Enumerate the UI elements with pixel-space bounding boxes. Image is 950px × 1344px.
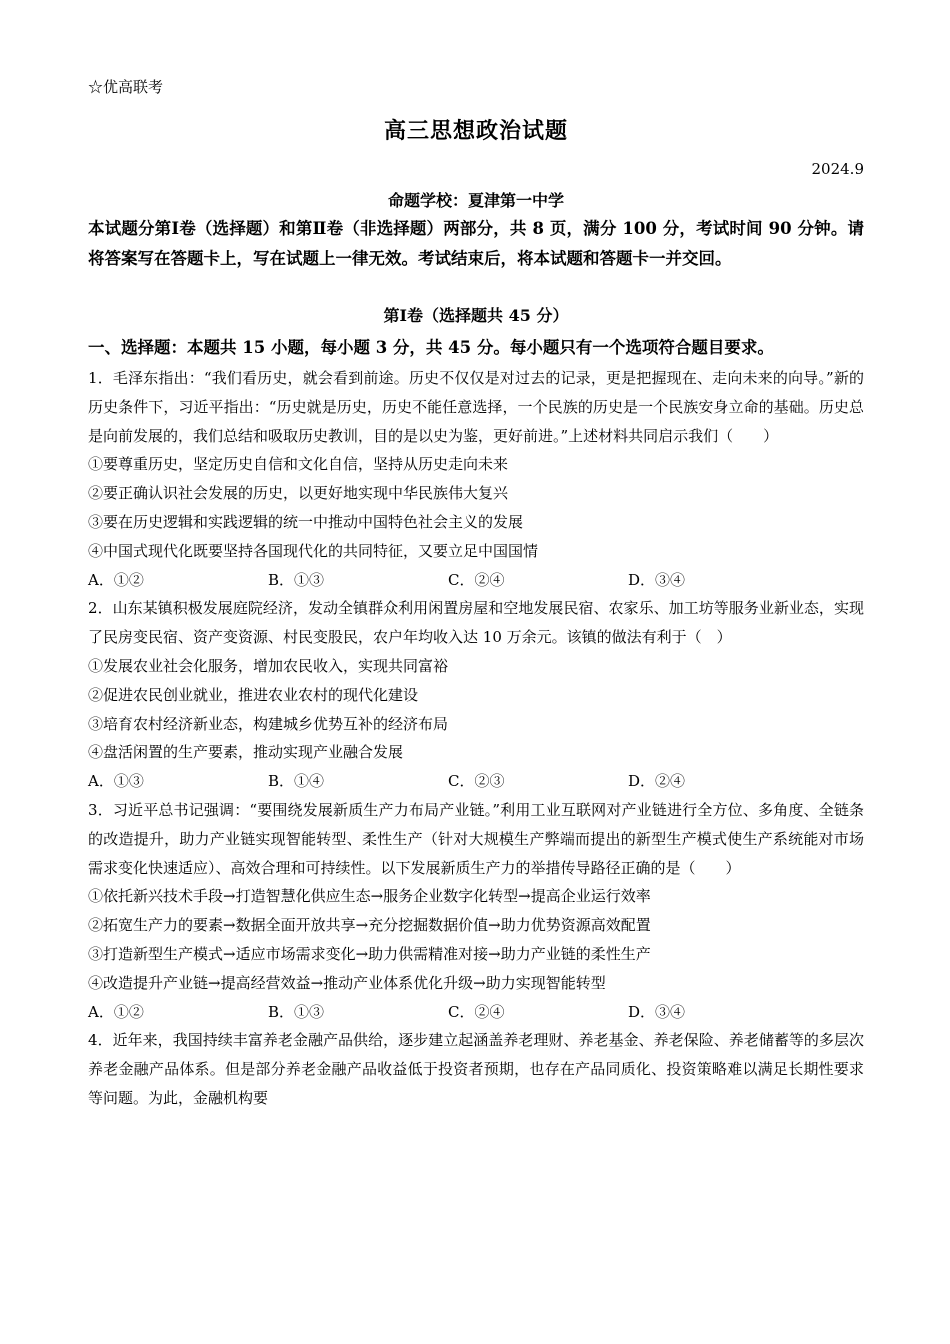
statement-item: ③要在历史逻辑和实践逻辑的统一中推动中国特色社会主义的发展 — [88, 512, 524, 531]
question-stem: 4．近年来，我国持续丰富养老金融产品供给，逐步建立起涵盖养老理财、养老基金、养老保险、养老储蓄等的多层次养老金融产品体系。但是部分养老金融产品收益低于投资者预期，也存在产品同质化、投资策略难以满足长期性要求等问题。为此，金融机构要 — [88, 1031, 864, 1107]
option-d: D．③④ — [628, 1002, 686, 1021]
school-line: 命题学校：夏津第一中学 — [387, 191, 564, 210]
question-list — [88, 364, 864, 1113]
header-mark: ☆优高联考 — [88, 78, 164, 96]
statement-item: ①要尊重历史，坚定历史自信和文化自信，坚持从历史走向未来 — [88, 455, 509, 474]
option-b: B．①③ — [268, 570, 325, 589]
question-stem: 1．毛泽东指出：“我们看历史，就会看到前途。历史不仅仅是对过去的记录，更是把握现在、走向未来的向导。”新的历史条件下，习近平指出：“历史就是历史，历史不能任意选择，一个民族的历史是一个民族安身立命的基础。历史总是向前发展的，我们总结和吸取历史教训，目的是以史为鉴，更好前进。”上述材料共同启示我们（ ） — [88, 369, 864, 445]
statement-item: ③培育农村经济新业态，构建城乡优势互补的经济布局 — [88, 714, 449, 733]
statement-item: ②拓宽生产力的要素→数据全面开放共享→充分挖掘数据价值→助力优势资源高效配置 — [88, 916, 651, 935]
option-c: C．②④ — [448, 1002, 505, 1021]
option-d: D．②④ — [628, 772, 686, 791]
question-3 — [88, 796, 864, 1026]
question-4 — [88, 1026, 864, 1112]
statement-item: ④中国式现代化既要坚持各国现代化的共同特征，又要立足中国国情 — [88, 541, 539, 560]
page-title: 高三思想政治试题 — [383, 118, 568, 144]
statement-item: ③打造新型生产模式→适应市场需求变化→助力供需精准对接→助力产业链的柔性生产 — [88, 944, 651, 963]
statement-item: ①发展农业社会化服务，增加农民收入，实现共同富裕 — [88, 656, 449, 675]
option-a: A．①② — [88, 570, 144, 589]
answer-options — [88, 566, 864, 595]
question-2 — [88, 594, 864, 796]
option-b: B．①③ — [268, 1002, 325, 1021]
option-a: A．①② — [88, 1002, 144, 1021]
section-heading: 一、选择题：本题共 15 小题，每小题 3 分，共 45 分。每小题只有一个选项符合题目要求。 — [88, 338, 774, 357]
option-c: C．②④ — [448, 570, 505, 589]
exam-instructions: 本试题分第Ⅰ卷（选择题）和第Ⅱ卷（非选择题）两部分，共 8 页，满分 100 分，考试时间 90 分钟。请将答案写在答题卡上，写在试题上一律无效。考试结束后，将本试题和答题卡一并交回。 — [88, 219, 864, 268]
statement-item: ④盘活闲置的生产要素，推动实现产业融合发展 — [88, 743, 404, 762]
statement-item: ④改造提升产业链→提高经营效益→推动产业体系优化升级→助力实现智能转型 — [88, 973, 606, 992]
statement-item: ②要正确认识社会发展的历史，以更好地实现中华民族伟大复兴 — [88, 484, 509, 503]
option-c: C．②③ — [448, 772, 505, 791]
statement-item: ①依托新兴技术手段→打造智慧化供应生态→服务企业数字化转型→提高企业运行效率 — [88, 887, 651, 906]
option-a: A．①③ — [88, 772, 144, 791]
option-b: B．①④ — [268, 772, 325, 791]
question-stem: 2．山东某镇积极发展庭院经济，发动全镇群众利用闲置房屋和空地发展民宿、农家乐、加工坊等服务业新业态，实现了民房变民宿、资产变资源、村民变股民，农户年均收入达 10 万余元。该镇的做法有利于（ ） — [88, 599, 864, 647]
part-title: 第Ⅰ卷（选择题共 45 分） — [383, 306, 569, 325]
answer-options — [88, 767, 864, 796]
option-d: D．③④ — [628, 570, 686, 589]
answer-options — [88, 998, 864, 1027]
statement-item: ②促进农民创业就业，推进农业农村的现代化建设 — [88, 685, 419, 704]
exam-date: 2024.9 — [811, 160, 864, 178]
question-stem: 3．习近平总书记强调：“要围绕发展新质生产力布局产业链。”利用工业互联网对产业链进行全方位、多角度、全链条的改造提升，助力产业链实现智能转型、柔性生产（针对大规模生产弊端而提出的新型生产模式使生产系统能对市场需求变化快速适应）、高效合理和可持续性。以下发展新质生产力的举措传导路径正确的是（ ） — [88, 800, 864, 877]
question-1 — [88, 364, 864, 594]
